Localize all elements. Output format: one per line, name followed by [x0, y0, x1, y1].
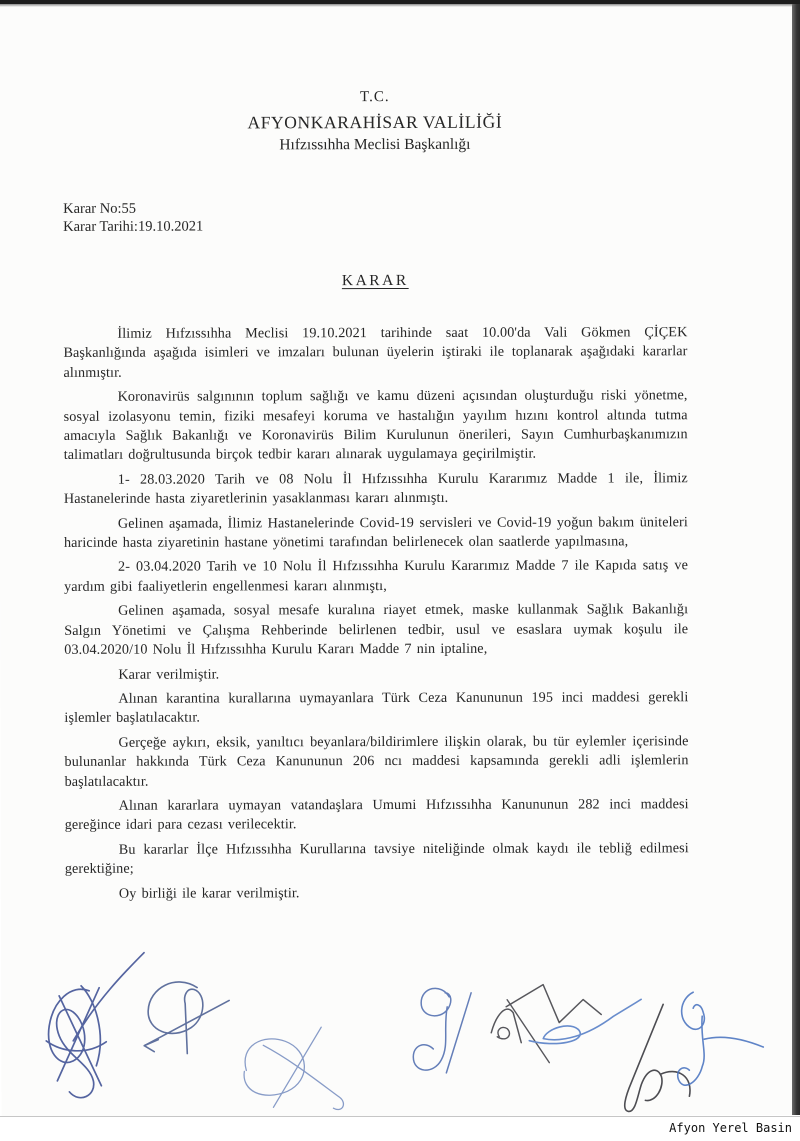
paragraph: İlimiz Hıfzıssıhha Meclisi 19.10.2021 tarihinde saat 10.00'da Vali Gökmen ÇİÇEK Başkanlığında aşağıda isimleri ve imzaları bulunan üyelerin iştiraki ile toplanarak aşağıdaki kararlar alınmıştır. [63, 324, 688, 381]
scan-border-right [792, 4, 800, 1115]
paragraph: 2- 03.04.2020 Tarih ve 10 Nolu İl Hıfzıssıhha Kurulu Kararımız Madde 7 ile Kapıda satış ve yardım gibi faaliyetlerin engellenmesi kararı alınmıştı, [64, 557, 689, 595]
paragraph: Gelinen aşamada, İlimiz Hastanelerinde Covid-19 servisleri ve Covid-19 yoğun bakım üniteleri haricinde hasta ziyaretinin hastane yönetimi tarafından belirlenecek olan saatlerde yapılmasına, [63, 513, 688, 551]
watermark-credit: Afyon Yerel Basin [669, 1121, 792, 1135]
signature-stroke [506, 984, 601, 1022]
paragraph: Bu kararlar İlçe Hıfzıssıhha Kurullarına tavsiye niteliğinde olmak kaydı ile tebliğ edilmesi gerektiğine; [64, 839, 689, 878]
signature-stroke [529, 999, 641, 1043]
signature-stroke [148, 982, 203, 1054]
watermark-strip [0, 1116, 800, 1141]
paragraph: Gelinen aşamada, sosyal mesafe kuralına riayet etmek, maske kullanmak Sağlık Bakanlığı Salgın Yönetimi ve Çalışma Rehberinde belirlenen tedbir, usul ve esaslara uymak koşulu ile 03.04.2020/10 Nolu İl Hıfzıssıhha Kurulu Kararı Madde 7 nin iptaline, [64, 601, 689, 658]
decision-number: Karar No:55 [63, 200, 136, 217]
signature-stroke [682, 992, 705, 1029]
document-title: KARAR [341, 271, 409, 290]
paragraph: Karar verilmiştir. [118, 665, 220, 683]
decision-date: Karar Tarihi:19.10.2021 [63, 218, 204, 235]
handwritten-signatures [1, 944, 800, 1121]
header-council: Hıfzıssıhha Meclisi Başkanlığı [279, 135, 471, 154]
signature-stroke [413, 1007, 447, 1070]
document-body [63, 323, 689, 904]
signature-stroke [48, 989, 93, 1098]
signature-scribble-4 [413, 988, 471, 1073]
signature-stroke [497, 1027, 509, 1038]
signature-stroke [660, 1071, 690, 1096]
signature-stroke [704, 1037, 763, 1047]
scan-border-top [0, 0, 800, 4]
paragraph: Koronavirüs salgınının toplum sağlığı ve kamu düzeni açısından oluşturduğu riski yönetme, sosyal izolasyonu temin, fiziki mesafeyi koruma ve hastalığın yayılım hızını kontrol altında tutma amacıyla Sağlık Bakanlığı ve Koronavirüs Bilim Kurulunun önerileri, Sayın Cumhurbaşkanımızın talimatları doğrultusunda birçok tedbir kararı alınarak uygulamaya geçirilmiştir. [63, 387, 688, 464]
signature-scribble-2 [144, 982, 229, 1054]
decision-meta [63, 198, 687, 236]
signature-stroke [263, 1045, 343, 1110]
paragraph: 1- 28.03.2020 Tarih ve 08 Nolu İl Hıfzıssıhha Kurulu Kararımız Madde 1 ile, İlimiz Hastanelerinde hasta ziyaretlerinin yasaklanması kararı alınmıştı. [63, 470, 688, 508]
paragraph: Alınan karantina kurallarına uymayanlara Türk Ceza Kanununun 195 inci maddesi gerekli işlemler başlatılacaktır. [64, 689, 689, 727]
signature-stroke [81, 986, 100, 1066]
header-tc: T.C. [359, 89, 390, 106]
signature-stroke [46, 1041, 106, 1051]
signature-stroke [624, 1004, 663, 1111]
signature-scribble-6 [624, 1004, 690, 1111]
document-content [63, 0, 689, 909]
signature-scribble-1 [46, 953, 144, 1098]
signature-scribble-3 [244, 1027, 343, 1110]
signature-stroke [507, 1000, 549, 1063]
signature-scribble-5 [491, 984, 641, 1062]
signature-stroke [244, 1039, 304, 1096]
paragraph: Gerçeğe aykırı, eksik, yanıltıcı beyanlara/bildirimlere ilişkin olarak, bu tür eylemler içerisinde bulunanlar hakkında Türk Ceza Kanununun 206 ncı maddesi kapsamında gerekli adli işlemlerin başlatılacaktır. [64, 732, 689, 790]
paragraph: Alınan kararlara uymayan vatandaşlara Umumi Hıfzıssıhha Kanununun 282 inci maddesi gereğince idari para cezası verilecektir. [64, 796, 689, 834]
header-governorship: AFYONKARAHİSAR VALİLİĞİ [247, 111, 503, 133]
signature-scribble-7 [677, 992, 763, 1085]
paragraph: Oy birliği ile karar verilmiştir. [118, 884, 300, 902]
